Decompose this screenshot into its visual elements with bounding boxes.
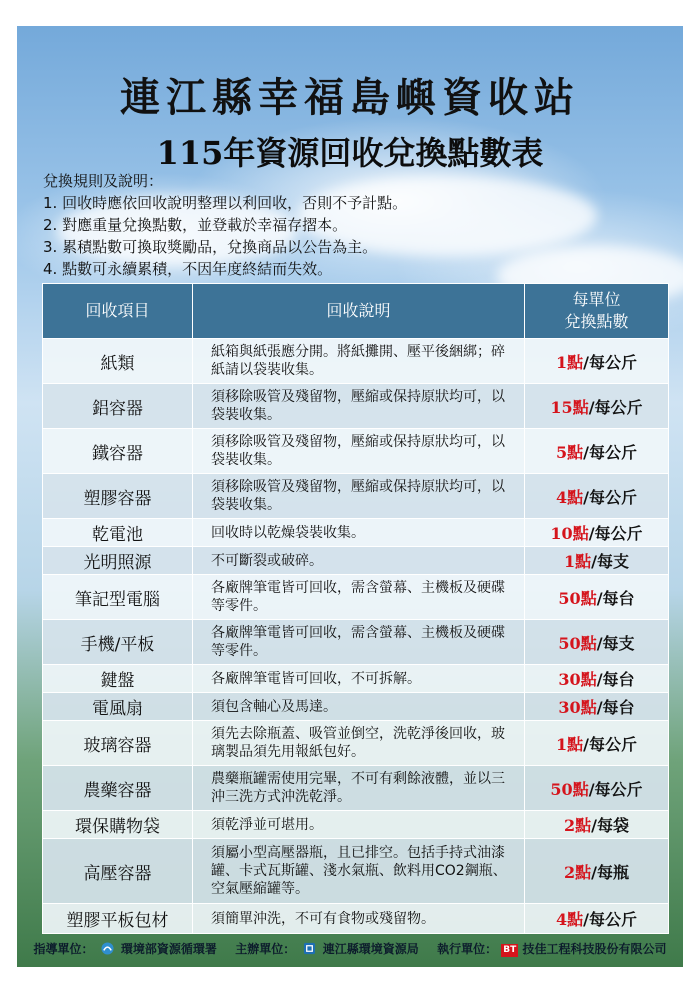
table-row [43, 665, 669, 693]
header-points [525, 284, 669, 339]
row-points [525, 339, 669, 384]
row-points [525, 547, 669, 575]
points-value: 30點 [558, 670, 597, 689]
table-row [43, 693, 669, 721]
points-unit: /每台 [596, 698, 635, 717]
row-desc: 須移除吸管及殘留物，壓縮或保持原狀均可，以袋裝收集。 [193, 474, 525, 519]
row-points [525, 620, 669, 665]
exec-org: 技佳工程科技股份有限公司 [522, 942, 667, 956]
row-item: 光明照源 [43, 547, 193, 575]
row-points [525, 839, 669, 904]
rule-line: 4. 點數可永續累積，不因年度終結而失效。 [43, 260, 333, 278]
row-points [525, 904, 669, 934]
table-row [43, 429, 669, 474]
table-row [43, 547, 669, 575]
points-table [42, 283, 669, 934]
points-unit: /每公斤 [588, 397, 643, 417]
guide-org: 環境部資源循環署 [120, 942, 217, 956]
points-unit: /每支 [591, 552, 629, 571]
points-value: 50點 [550, 779, 589, 799]
moenv-logo-icon [101, 942, 114, 955]
row-points [525, 811, 669, 839]
row-desc: 不可斷裂或破碎。 [193, 547, 525, 575]
header-points-line2: 兌換點數 [564, 312, 629, 331]
header-points-line1: 每單位 [572, 290, 621, 309]
row-desc: 回收時以乾燥袋裝收集。 [193, 519, 525, 547]
points-value: 50點 [558, 588, 597, 608]
points-unit: /每台 [596, 588, 635, 608]
row-desc: 各廠牌筆電皆可回收，不可拆解。 [193, 665, 525, 693]
points-unit: /每台 [596, 670, 635, 689]
points-value: 2點 [564, 862, 592, 882]
table-row [43, 575, 669, 620]
poster [17, 26, 683, 967]
rule-line: 3. 累積點數可換取獎勵品，兌換商品以公告為主。 [43, 238, 378, 256]
table-row [43, 811, 669, 839]
row-points [525, 693, 669, 721]
row-desc: 須簡單沖洗，不可有食物或殘留物。 [193, 904, 525, 934]
points-value: 5點 [556, 442, 584, 462]
row-desc: 須移除吸管及殘留物，壓縮或保持原狀均可，以袋裝收集。 [193, 429, 525, 474]
table-row [43, 766, 669, 811]
row-item: 鋁容器 [43, 384, 193, 429]
header-item: 回收項目 [43, 284, 193, 339]
host-org: 連江縣環境資源局 [322, 942, 419, 956]
lienchiang-logo-icon [303, 942, 316, 955]
row-desc: 農藥瓶罐需使用完畢，不可有剩餘液體，並以三沖三洗方式沖洗乾淨。 [193, 766, 525, 811]
points-value: 1點 [556, 352, 584, 372]
table-row [43, 721, 669, 766]
row-desc: 須屬小型高壓器瓶，且已排空。包括手持式油漆罐、卡式瓦斯罐、淺水氣瓶、飲料用CO2鋼瓶、空氣壓縮罐等。 [193, 839, 525, 904]
rule-line: 1. 回收時應依回收說明整理以利回收，否則不予計點。 [43, 194, 408, 212]
row-desc: 紙箱與紙張應分開。將紙攤開、壓平後綑綁；碎紙請以袋裝收集。 [193, 339, 525, 384]
points-unit: /每支 [596, 633, 635, 653]
row-item: 塑膠平板包材 [43, 904, 193, 934]
row-points [525, 766, 669, 811]
row-points [525, 474, 669, 519]
points-value: 30點 [558, 698, 597, 717]
points-value: 50點 [558, 633, 597, 653]
row-desc: 須先去除瓶蓋、吸管並倒空，洗乾淨後回收，玻璃製品須先用報紙包好。 [193, 721, 525, 766]
row-item: 筆記型電腦 [43, 575, 193, 620]
table-row [43, 519, 669, 547]
points-unit: /每公斤 [588, 524, 643, 543]
row-item: 塑膠容器 [43, 474, 193, 519]
row-desc: 各廠牌筆電皆可回收，需含螢幕、主機板及硬碟等零件。 [193, 620, 525, 665]
table-header-row [43, 284, 669, 339]
points-value: 2點 [564, 816, 592, 835]
points-value: 10點 [550, 524, 589, 543]
points-value: 4點 [556, 910, 584, 929]
points-value: 15點 [550, 397, 589, 417]
bt-logo: BT [503, 945, 517, 955]
row-item: 鐵容器 [43, 429, 193, 474]
row-points [525, 429, 669, 474]
table-row [43, 620, 669, 665]
row-item: 手機/平板 [43, 620, 193, 665]
table-row [43, 904, 669, 934]
table-row [43, 384, 669, 429]
row-points [525, 384, 669, 429]
row-points [525, 665, 669, 693]
footer [17, 940, 683, 957]
points-unit: /每公斤 [588, 779, 643, 799]
header-desc: 回收說明 [193, 284, 525, 339]
points-unit: /每公斤 [583, 734, 637, 754]
table-row [43, 839, 669, 904]
poster-title: 連江縣幸福島嶼資收站 [120, 74, 580, 121]
rules-section [43, 170, 407, 280]
row-item: 農藥容器 [43, 766, 193, 811]
points-unit: /每公斤 [583, 442, 637, 462]
points-unit: /每公斤 [583, 910, 637, 929]
row-item: 高壓容器 [43, 839, 193, 904]
row-desc: 各廠牌筆電皆可回收，需含螢幕、主機板及硬碟等零件。 [193, 575, 525, 620]
host-label: 主辦單位： [235, 942, 296, 956]
row-item: 電風扇 [43, 693, 193, 721]
row-desc: 須包含軸心及馬達。 [193, 693, 525, 721]
points-unit: /每袋 [591, 816, 629, 835]
poster-subtitle: 115年資源回收兌換點數表 [156, 134, 544, 172]
points-value: 1點 [564, 552, 592, 571]
row-item: 玻璃容器 [43, 721, 193, 766]
exec-label: 執行單位： [437, 942, 498, 956]
row-item: 紙類 [43, 339, 193, 384]
row-points [525, 721, 669, 766]
row-item: 環保購物袋 [43, 811, 193, 839]
points-unit: /每公斤 [583, 487, 637, 507]
points-unit: /每公斤 [583, 352, 637, 372]
row-item: 鍵盤 [43, 665, 193, 693]
rule-line: 2. 對應重量兌換點數，並登載於幸福存摺本。 [43, 216, 348, 234]
points-value: 4點 [556, 487, 584, 507]
table-row [43, 474, 669, 519]
row-points [525, 519, 669, 547]
rules-heading: 兌換規則及說明： [43, 172, 164, 190]
points-value: 1點 [556, 734, 584, 754]
row-desc: 須移除吸管及殘留物，壓縮或保持原狀均可，以袋裝收集。 [193, 384, 525, 429]
row-points [525, 575, 669, 620]
table-row [43, 339, 669, 384]
row-desc: 須乾淨並可堪用。 [193, 811, 525, 839]
guide-label: 指導單位： [33, 942, 94, 956]
points-unit: /每瓶 [591, 862, 629, 882]
row-item: 乾電池 [43, 519, 193, 547]
